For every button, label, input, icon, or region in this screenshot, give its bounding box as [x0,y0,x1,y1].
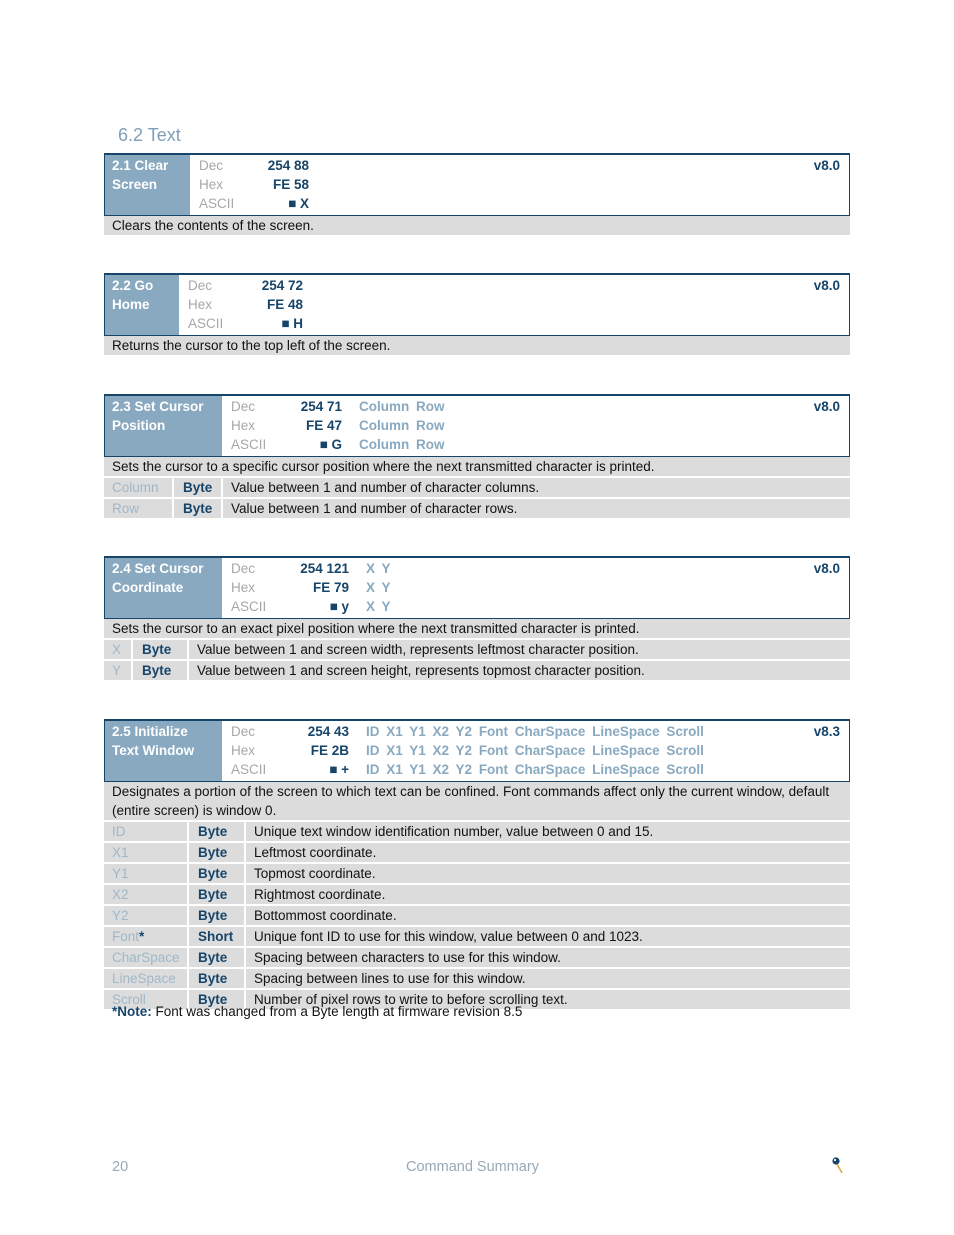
code-value-hex: FE 47 [305,418,342,433]
code-value-ascii: ■ X [288,196,309,211]
code-kind-hex: Hex [231,418,256,433]
param-name [104,906,189,925]
param-row [104,499,850,520]
param-row [104,478,850,499]
code-row-ascii [231,435,849,454]
code-value-hex: FE 2B [310,743,349,758]
param-type: Byte [189,885,246,904]
param-description: Rightmost coordinate. [254,887,386,902]
footnote [112,1004,522,1019]
code-kind-dec: Dec [231,399,256,414]
param-name-text: X2 [112,887,129,902]
code-value-dec: 254 43 [307,724,349,739]
font-asterisk: * [139,929,145,944]
command-description: Clears the contents of the screen. [104,216,850,237]
command-block [104,556,850,682]
command-header [104,273,850,336]
param-name [104,885,189,904]
command-header [104,719,850,782]
code-value-dec: 254 88 [267,158,309,173]
code-value-dec: 254 71 [300,399,342,414]
command-codes [222,721,849,781]
param-type: Byte [189,822,246,841]
param-description: Spacing between characters to use for this window. [254,950,561,965]
param-type: Byte [189,969,246,988]
code-row-dec [231,722,849,741]
code-value-hex: FE 58 [272,177,309,192]
param-description: Value between 1 and number of character columns. [231,480,540,495]
param-description: Bottommost coordinate. [254,908,397,923]
code-kind-hex: Hex [231,580,256,595]
code-row-ascii [231,597,849,616]
param-description: Spacing between lines to use for this window. [254,971,526,986]
code-kind-hex: Hex [188,297,213,312]
code-params-ascii: X Y [366,599,391,614]
version-badge: v8.0 [813,399,840,414]
code-row-ascii [199,194,849,213]
code-row-hex [231,578,849,597]
code-kind-dec: Dec [199,158,224,173]
param-description: Number of pixel rows to write to before scrolling text. [254,992,568,1007]
code-value-hex: FE 79 [312,580,349,595]
code-params-dec: ID X1 Y1 X2 Y2 Font CharSpace LineSpace Scroll [366,724,704,739]
code-row-dec [231,559,849,578]
code-row-hex [231,741,849,760]
param-row [104,822,850,843]
param-description: Unique font ID to use for this window, value between 0 and 1023. [254,929,643,944]
code-kind-hex: Hex [199,177,224,192]
param-type: Byte [189,906,246,925]
param-description: Topmost coordinate. [254,866,376,881]
pin-icon [829,1155,845,1180]
param-row [104,885,850,906]
code-value-dec: 254 121 [300,561,349,576]
code-row-hex [231,416,849,435]
code-value-ascii: ■ y [329,599,349,614]
param-row [104,906,850,927]
param-name-text: X1 [112,845,129,860]
command-codes [190,155,849,215]
param-name-text: CharSpace [112,950,180,965]
code-params-ascii: ID X1 Y1 X2 Y2 Font CharSpace LineSpace Scroll [366,762,704,777]
param-name-text: Scroll [112,992,146,1007]
param-row [104,661,850,682]
param-name-text: LineSpace [112,971,176,986]
command-label: 2.1 Clear Screen [105,155,190,215]
footnote-label: *Note: [112,1004,152,1019]
version-badge: v8.0 [813,158,840,173]
page-number: 20 [112,1159,129,1175]
command-label: 2.5 Initialize Text Window [105,721,222,781]
param-type: Byte [133,640,189,659]
code-params-dec: Column Row [359,399,445,414]
code-row-hex [188,295,849,314]
code-kind-dec: Dec [188,278,213,293]
footer-title: Command Summary [406,1159,539,1175]
param-name [104,640,133,659]
param-row [104,948,850,969]
param-description: Value between 1 and number of character rows. [231,501,518,516]
command-description: Returns the cursor to the top left of the screen. [104,336,850,357]
param-name [104,822,189,841]
param-name-text: Y1 [112,866,129,881]
param-description: Unique text window identification number, value between 0 and 15. [254,824,654,839]
command-header [104,153,850,216]
param-description: Value between 1 and screen width, represents leftmost character position. [197,642,639,657]
param-name-text: Font [112,929,140,944]
code-value-dec: 254 72 [261,278,303,293]
command-block [104,719,850,1011]
command-header [104,394,850,457]
param-name-text: X [112,642,122,657]
param-row [104,969,850,990]
command-block [104,273,850,357]
code-value-ascii: ■ H [281,316,303,331]
code-params-ascii: Column Row [359,437,445,452]
command-description: Sets the cursor to an exact pixel position where the next transmitted character is printed. [104,619,850,640]
code-params-hex: X Y [366,580,391,595]
code-row-ascii [231,760,849,779]
command-description: Sets the cursor to a specific cursor position where the next transmitted character is printed. [104,457,850,478]
param-name [104,948,189,967]
code-kind-ascii: ASCII [231,599,267,614]
command-block [104,153,850,237]
code-kind-ascii: ASCII [199,196,235,211]
param-type: Byte [133,661,189,680]
param-name-text: ID [112,824,126,839]
param-row [104,864,850,885]
code-kind-dec: Dec [231,561,256,576]
version-badge: v8.3 [813,724,840,739]
code-params-hex: Column Row [359,418,445,433]
code-kind-ascii: ASCII [188,316,224,331]
code-row-dec [188,276,849,295]
param-description: Leftmost coordinate. [254,845,377,860]
code-value-ascii: ■ G [319,437,342,452]
code-row-dec [231,397,849,416]
param-name [104,969,189,988]
param-type: Byte [189,843,246,862]
command-label: 2.2 Go Home [105,275,179,335]
param-type: Short [189,927,246,946]
command-block [104,394,850,520]
param-description: Value between 1 and screen height, represents topmost character position. [197,663,645,678]
param-type: Byte [174,478,223,497]
param-row [104,927,850,948]
command-codes [222,558,849,618]
code-kind-dec: Dec [231,724,256,739]
version-badge: v8.0 [813,561,840,576]
param-name [104,927,189,946]
section-title: 6.2 Text [118,125,181,145]
code-row-dec [199,156,849,175]
command-label: 2.4 Set Cursor Coordinate [105,558,222,618]
code-params-dec: X Y [366,561,391,576]
command-label: 2.3 Set Cursor Position [105,396,222,456]
code-kind-ascii: ASCII [231,437,267,452]
code-kind-hex: Hex [231,743,256,758]
param-type: Byte [189,990,246,1009]
code-value-hex: FE 48 [266,297,303,312]
param-row [104,640,850,661]
code-params-hex: ID X1 Y1 X2 Y2 Font CharSpace LineSpace Scroll [366,743,704,758]
param-name [104,661,133,680]
param-name [104,499,174,518]
param-name-text: Y [112,663,122,678]
param-row [104,843,850,864]
command-description: Designates a portion of the screen to which text can be confined. Font commands affect only the current window, default (entire screen) is window 0. [104,782,850,822]
command-header [104,556,850,619]
param-type: Byte [189,948,246,967]
code-kind-ascii: ASCII [231,762,267,777]
param-name [104,478,174,497]
param-name [104,843,189,862]
version-badge: v8.0 [813,278,840,293]
code-row-ascii [188,314,849,333]
param-type: Byte [189,864,246,883]
param-name [104,864,189,883]
command-codes [222,396,849,456]
footnote-text: Font was changed from a Byte length at firmware revision 8.5 [151,1004,523,1019]
param-name-text: Y2 [112,908,129,923]
param-name-text: Column [112,480,159,495]
param-type: Byte [174,499,223,518]
param-name-text: Row [112,501,140,516]
code-row-hex [199,175,849,194]
command-codes [179,275,849,335]
code-value-ascii: ■ + [329,762,349,777]
